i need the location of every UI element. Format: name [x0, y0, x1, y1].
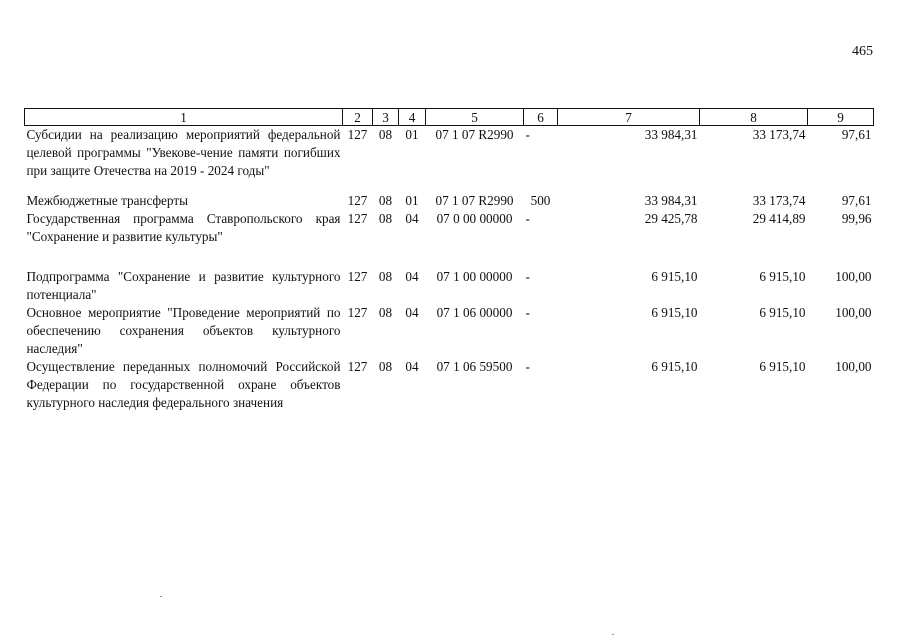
row-target-code: 07 0 00 00000: [436, 211, 513, 226]
row-name: Государственная программа Ставропольского края "Сохранение и развитие культуры": [26, 211, 341, 244]
row-ministry-code: 127: [347, 127, 368, 142]
row-execution-percent: 97,61: [841, 193, 872, 208]
row-ministry-code: 127: [347, 359, 368, 374]
row-target-code: 07 1 06 00000: [436, 305, 513, 320]
row-planned-amount: 6 915,10: [651, 269, 698, 284]
row-actual-amount: 6 915,10: [759, 305, 806, 320]
row-actual-amount: 29 414,89: [752, 211, 806, 226]
row-expense-type: -: [525, 211, 530, 226]
row-execution-percent: 100,00: [835, 269, 872, 284]
row-actual-amount: 6 915,10: [759, 269, 806, 284]
row-target-code: 07 1 06 59500: [436, 359, 513, 374]
column-header-5: 5: [426, 109, 524, 126]
row-planned-amount: 6 915,10: [651, 305, 698, 320]
row-subsection-code: 04: [405, 269, 419, 284]
row-section-code: 08: [378, 305, 393, 320]
budget-table-container: [24, 108, 873, 412]
column-header-8: 8: [700, 109, 808, 126]
row-subsection-code: 04: [405, 359, 419, 374]
row-execution-percent: 99,96: [841, 211, 872, 226]
row-section-code: 08: [378, 193, 393, 208]
column-header-9: 9: [808, 109, 874, 126]
header-row: [25, 109, 874, 126]
row-ministry-code: 127: [347, 193, 368, 208]
row-planned-amount: 29 425,78: [644, 211, 698, 226]
column-header-4: 4: [399, 109, 426, 126]
budget-table: [24, 108, 874, 412]
row-name: Субсидии на реализацию мероприятий федеральной целевой программы "Увекове-чение памяти погибших при защите Отечества на 2019 - 2024 годы": [26, 127, 341, 178]
column-header-7: 7: [558, 109, 700, 126]
row-section-code: 08: [378, 211, 393, 226]
table-row: [25, 210, 874, 268]
table-row: [25, 268, 874, 304]
row-actual-amount: 33 173,74: [752, 193, 806, 208]
row-execution-percent: 100,00: [835, 359, 872, 374]
row-execution-percent: 100,00: [835, 305, 872, 320]
column-header-1: 1: [25, 109, 343, 126]
row-name: Подпрограмма "Сохранение и развитие культурного потенциала": [26, 269, 341, 302]
row-expense-type: -: [525, 127, 530, 142]
row-section-code: 08: [378, 269, 393, 284]
row-subsection-code: 01: [405, 127, 419, 142]
scan-speck: [160, 596, 162, 597]
column-header-6: 6: [524, 109, 558, 126]
row-ministry-code: 127: [347, 211, 368, 226]
row-section-code: 08: [378, 127, 393, 142]
row-expense-type: -: [525, 359, 530, 374]
row-ministry-code: 127: [347, 305, 368, 320]
row-name: Осуществление переданных полномочий Российской Федерации по государственной охране объектов культурного наследия федерального значения: [26, 359, 341, 410]
row-expense-type: -: [525, 305, 530, 320]
scan-speck: [612, 634, 614, 635]
row-actual-amount: 33 173,74: [752, 127, 806, 142]
row-target-code: 07 1 07 R2990: [435, 193, 514, 208]
row-target-code: 07 1 07 R2990: [435, 127, 514, 142]
column-header-3: 3: [373, 109, 399, 126]
row-target-code: 07 1 00 00000: [436, 269, 513, 284]
row-subsection-code: 04: [405, 305, 419, 320]
row-name: Основное мероприятие "Проведение мероприятий по обеспечению сохранения объектов культурного наследия": [26, 305, 341, 356]
row-expense-type: -: [525, 269, 530, 284]
row-ministry-code: 127: [347, 269, 368, 284]
table-row: [25, 304, 874, 358]
row-name: Межбюджетные трансферты: [26, 193, 188, 208]
table-row: [25, 192, 874, 210]
row-section-code: 08: [378, 359, 393, 374]
page-number: 465: [852, 44, 873, 59]
row-subsection-code: 01: [405, 193, 419, 208]
row-subsection-code: 04: [405, 211, 419, 226]
row-planned-amount: 33 984,31: [644, 127, 698, 142]
column-header-2: 2: [343, 109, 373, 126]
row-planned-amount: 6 915,10: [651, 359, 698, 374]
row-actual-amount: 6 915,10: [759, 359, 806, 374]
row-execution-percent: 97,61: [841, 127, 872, 142]
table-row: [25, 358, 874, 412]
row-expense-type: 500: [530, 193, 551, 208]
row-planned-amount: 33 984,31: [644, 193, 698, 208]
table-row: [25, 126, 874, 193]
